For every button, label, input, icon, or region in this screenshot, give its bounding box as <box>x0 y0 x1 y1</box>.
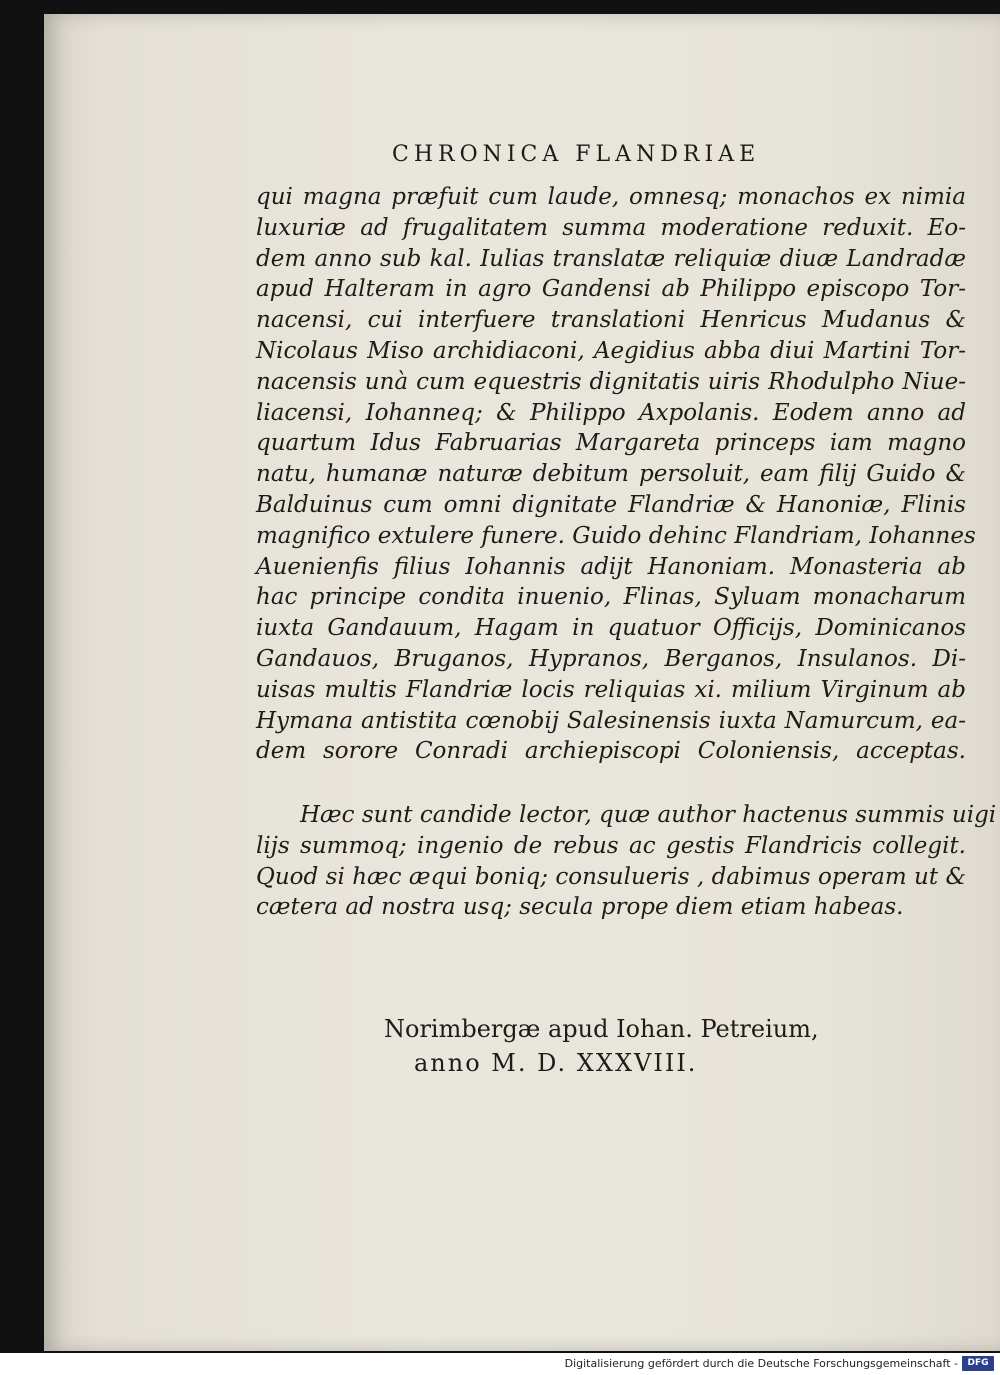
text-line: qui magna præfuit cum laude, omnesq; monachos ex nimia <box>256 184 966 210</box>
text-line: hac principe condita inuenio, Flinas, Syluam monacharum <box>256 584 966 611</box>
text-line: cætera ad nostra usq; secula prope diem etiam habeas. <box>256 894 904 921</box>
dfg-logo-icon: DFG <box>962 1356 994 1371</box>
colophon-imprint <box>384 1012 819 1080</box>
text-line: dem sorore Conradi archiepiscopi Coloniensis, acceptas. <box>256 738 966 765</box>
imprint-year: anno M. D. XXXVIII. <box>414 1049 698 1077</box>
text-line: Quod si hæc æqui boniq; consulueris , dabimus operam ut & <box>256 863 966 890</box>
footer-bar <box>0 1353 1000 1375</box>
text-line: nacensis unà cum equestris dignitatis uiris Rhodulpho Niue- <box>256 368 966 395</box>
text-line: quartum Idus Fabruarias Margareta princeps iam magno <box>256 430 966 457</box>
text-line: Auenienfis filius Iohannis adijt Hanoniam. Monasteria ab <box>256 553 966 580</box>
text-line: Hæc sunt candide lector, quæ author hactenus summis uigi <box>300 802 997 828</box>
text-line: uisas multis Flandriæ locis reliquias xi. milium Virginum ab <box>256 676 966 703</box>
imprint-place-printer: Norimbergæ apud Iohan. Petreium, <box>384 1015 819 1043</box>
text-line: apud Halteram in agro Gandensi ab Philippo episcopo Tor- <box>256 276 966 303</box>
funding-credit: Digitalisierung gefördert durch die Deutsche Forschungsgemeinschaft - <box>564 1357 958 1370</box>
text-line: lijs summoq; ingenio de rebus ac gestis Flandricis collegit. <box>256 832 966 859</box>
text-line: liacensi, Iohanneq; & Philippo Axpolanis. Eodem anno ad <box>256 399 966 426</box>
text-line: Hymana antistita cœnobij Salesinensis iuxta Namurcum, ea- <box>256 707 966 734</box>
text-line: iuxta Gandauum, Hagam in quatuor Officijs, Dominicanos <box>256 615 966 642</box>
text-line: nacensi, cui interfuere translationi Henricus Mudanus & <box>256 307 966 334</box>
closing-paragraph <box>256 800 997 923</box>
text-line: Nicolaus Miso archidiaconi, Aegidius abba diui Martini Tor- <box>256 337 966 364</box>
book-page <box>44 14 1000 1351</box>
text-line: dem anno sub kal. Iulias translatæ reliquiæ diuæ Landradæ <box>256 245 966 272</box>
text-line: Balduinus cum omni dignitate Flandriæ & Hanoniæ, Flinis <box>256 491 966 518</box>
text-line: natu, humanæ naturæ debitum persoluit, eam filij Guido & <box>256 461 966 488</box>
text-line: luxuriæ ad frugalitatem summa moderatione reduxit. Eo- <box>256 214 966 241</box>
running-title: CHRONICA FLANDRIAE <box>392 142 761 167</box>
main-text-block <box>256 182 976 767</box>
text-line: Gandauos, Bruganos, Hypranos, Berganos, Insulanos. Di- <box>256 645 966 672</box>
text-line: magnifico extulere funere. Guido dehinc Flandriam, Iohannes <box>256 522 976 549</box>
